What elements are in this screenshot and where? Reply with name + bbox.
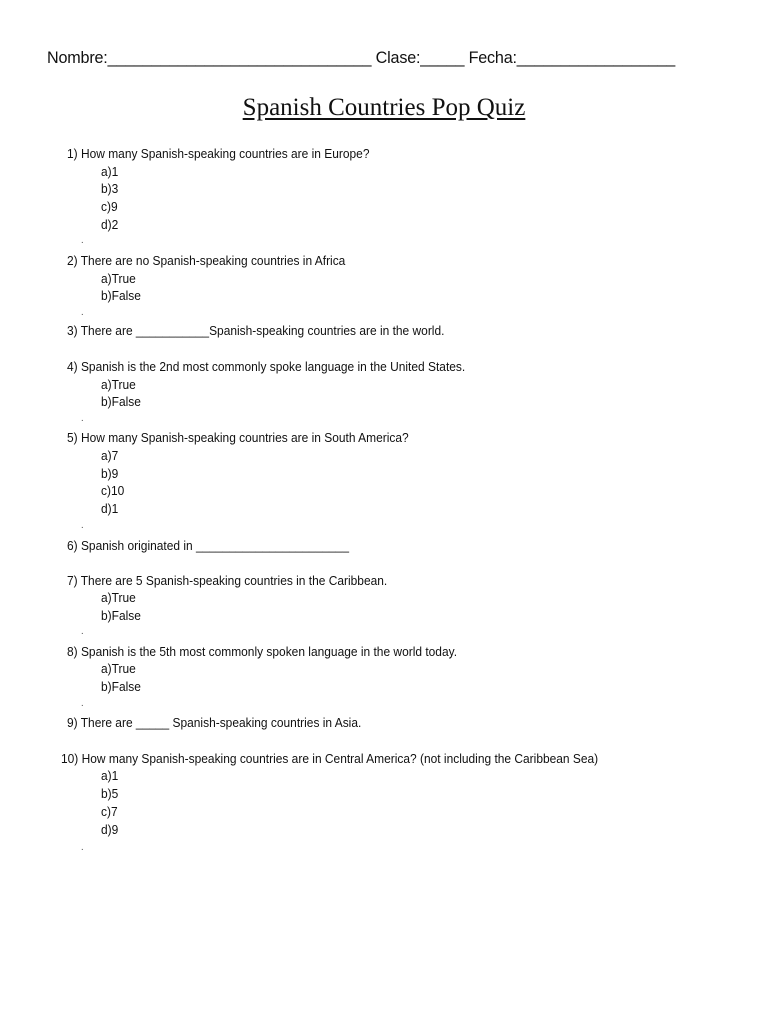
- question-4: 4) Spanish is the 2nd most commonly spoke language in the United States.: [67, 359, 466, 374]
- question-7: 7) There are 5 Spanish-speaking countries in the Caribbean.: [67, 573, 388, 588]
- q4-option-b: b)False: [101, 394, 141, 409]
- nombre-field: Nombre:______________________________: [47, 48, 372, 67]
- dot-mark: .: [81, 520, 84, 531]
- dot-mark: .: [81, 413, 84, 424]
- dot-mark: .: [81, 626, 84, 637]
- q5-option-b: b)9: [101, 466, 119, 481]
- dot-mark: .: [81, 307, 84, 318]
- q1-option-b: b)3: [101, 181, 119, 196]
- question-2: 2) There are no Spanish-speaking countries in Africa: [67, 253, 346, 268]
- q1-option-d: d)2: [101, 217, 119, 232]
- question-1: 1) How many Spanish-speaking countries are in Europe?: [67, 146, 370, 161]
- question-5: 5) How many Spanish-speaking countries are in South America?: [67, 430, 409, 445]
- question-3: 3) There are ___________Spanish-speaking countries are in the world.: [67, 323, 445, 338]
- q1-option-a: a)1: [101, 164, 119, 179]
- dot-mark: .: [81, 235, 84, 246]
- q8-option-b: b)False: [101, 679, 141, 694]
- page-title-wrap: [0, 94, 768, 122]
- q2-option-a: a)True: [101, 271, 136, 286]
- fecha-field: Fecha:__________________: [468, 48, 676, 67]
- q10-option-b: b)5: [101, 786, 119, 801]
- question-9: 9) There are _____ Spanish-speaking countries in Asia.: [67, 715, 362, 730]
- clase-field: Clase:_____: [375, 48, 465, 67]
- q7-option-b: b)False: [101, 608, 141, 623]
- dot-mark: .: [81, 698, 84, 709]
- q10-option-d: d)9: [101, 822, 119, 837]
- question-8: 8) Spanish is the 5th most commonly spoken language in the world today.: [67, 644, 458, 659]
- header-fields: [47, 48, 694, 68]
- page-title: Spanish Countries Pop Quiz: [242, 94, 526, 121]
- question-6: 6) Spanish originated in _______________________: [67, 538, 349, 553]
- q8-option-a: a)True: [101, 661, 136, 676]
- q5-option-a: a)7: [101, 448, 119, 463]
- q7-option-a: a)True: [101, 590, 136, 605]
- q10-option-c: c)7: [101, 804, 118, 819]
- q2-option-b: b)False: [101, 288, 141, 303]
- q10-option-a: a)1: [101, 768, 119, 783]
- dot-mark: .: [81, 842, 84, 853]
- q5-option-c: c)10: [101, 483, 125, 498]
- question-10: 10) How many Spanish-speaking countries are in Central America? (not including the Caribbean Sea): [61, 751, 599, 766]
- q1-option-c: c)9: [101, 199, 118, 214]
- q5-option-d: d)1: [101, 501, 119, 516]
- q4-option-a: a)True: [101, 377, 136, 392]
